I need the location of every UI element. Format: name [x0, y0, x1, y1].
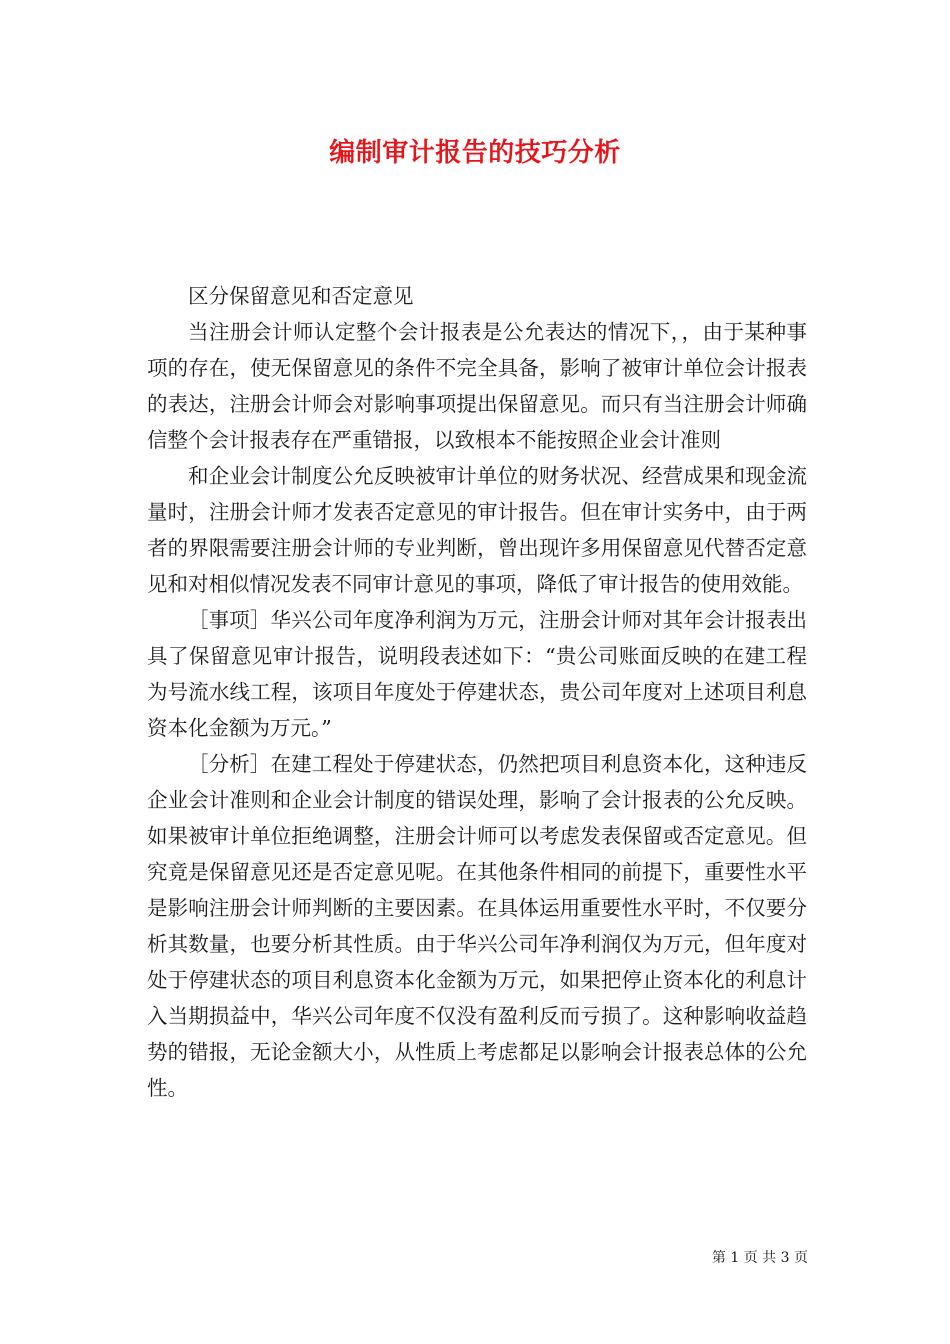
document-title: 编制审计报告的技巧分析	[329, 138, 621, 168]
paragraph: 和企业会计制度公允反映被审计单位的财务状况、经营成果和现金流量时，注册会计师才发表否定意见的审计报告。但在审计实务中，由于两者的界限需要注册会计师的专业判断，曾出现许多用保留意见代替否定意见和对相似情况发表不同审计意见的事项，降低了审计报告的使用效能。	[147, 464, 807, 596]
document-body	[147, 278, 807, 1106]
paragraph: ［分析］在建工程处于停建状态，仍然把项目利息资本化，这种违反企业会计准则和企业会计制度的错误处理，影响了会计报表的公允反映。如果被审计单位拒绝调整，注册会计师可以考虑发表保留或否定意见。但究竟是保留意见还是否定意见呢。在其他条件相同的前提下，重要性水平是影响注册会计师判断的主要因素。在具体运用重要性水平时，不仅要分析其数量，也要分析其性质。由于华兴公司年净利润仅为万元，但年度对处于停建状态的项目利息资本化金额为万元，如果把停止资本化的利息计入当期损益中，华兴公司年度不仅没有盈利反而亏损了。这种影响收益趋势的错报，无论金额大小，从性质上考虑都足以影响会计报表总体的公允性。	[147, 752, 807, 1100]
paragraph: 当注册会计师认定整个会计报表是公允表达的情况下，，由于某种事项的存在，使无保留意见的条件不完全具备，影响了被审计单位会计报表的表达，注册会计师会对影响事项提出保留意见。而只有当注册会计师确信整个会计报表存在严重错报，以致根本不能按照企业会计准则	[147, 320, 807, 452]
page-number-footer: 第 1 页 共 3 页	[711, 1250, 808, 1266]
paragraph: ［事项］华兴公司年度净利润为万元，注册会计师对其年会计报表出具了保留意见审计报告，说明段表述如下：“贵公司账面反映的在建工程为号流水线工程，该项目年度处于停建状态，贵公司年度对上述项目利息资本化金额为万元。”	[147, 608, 807, 740]
paragraph-heading: 区分保留意见和否定意见	[188, 284, 414, 308]
